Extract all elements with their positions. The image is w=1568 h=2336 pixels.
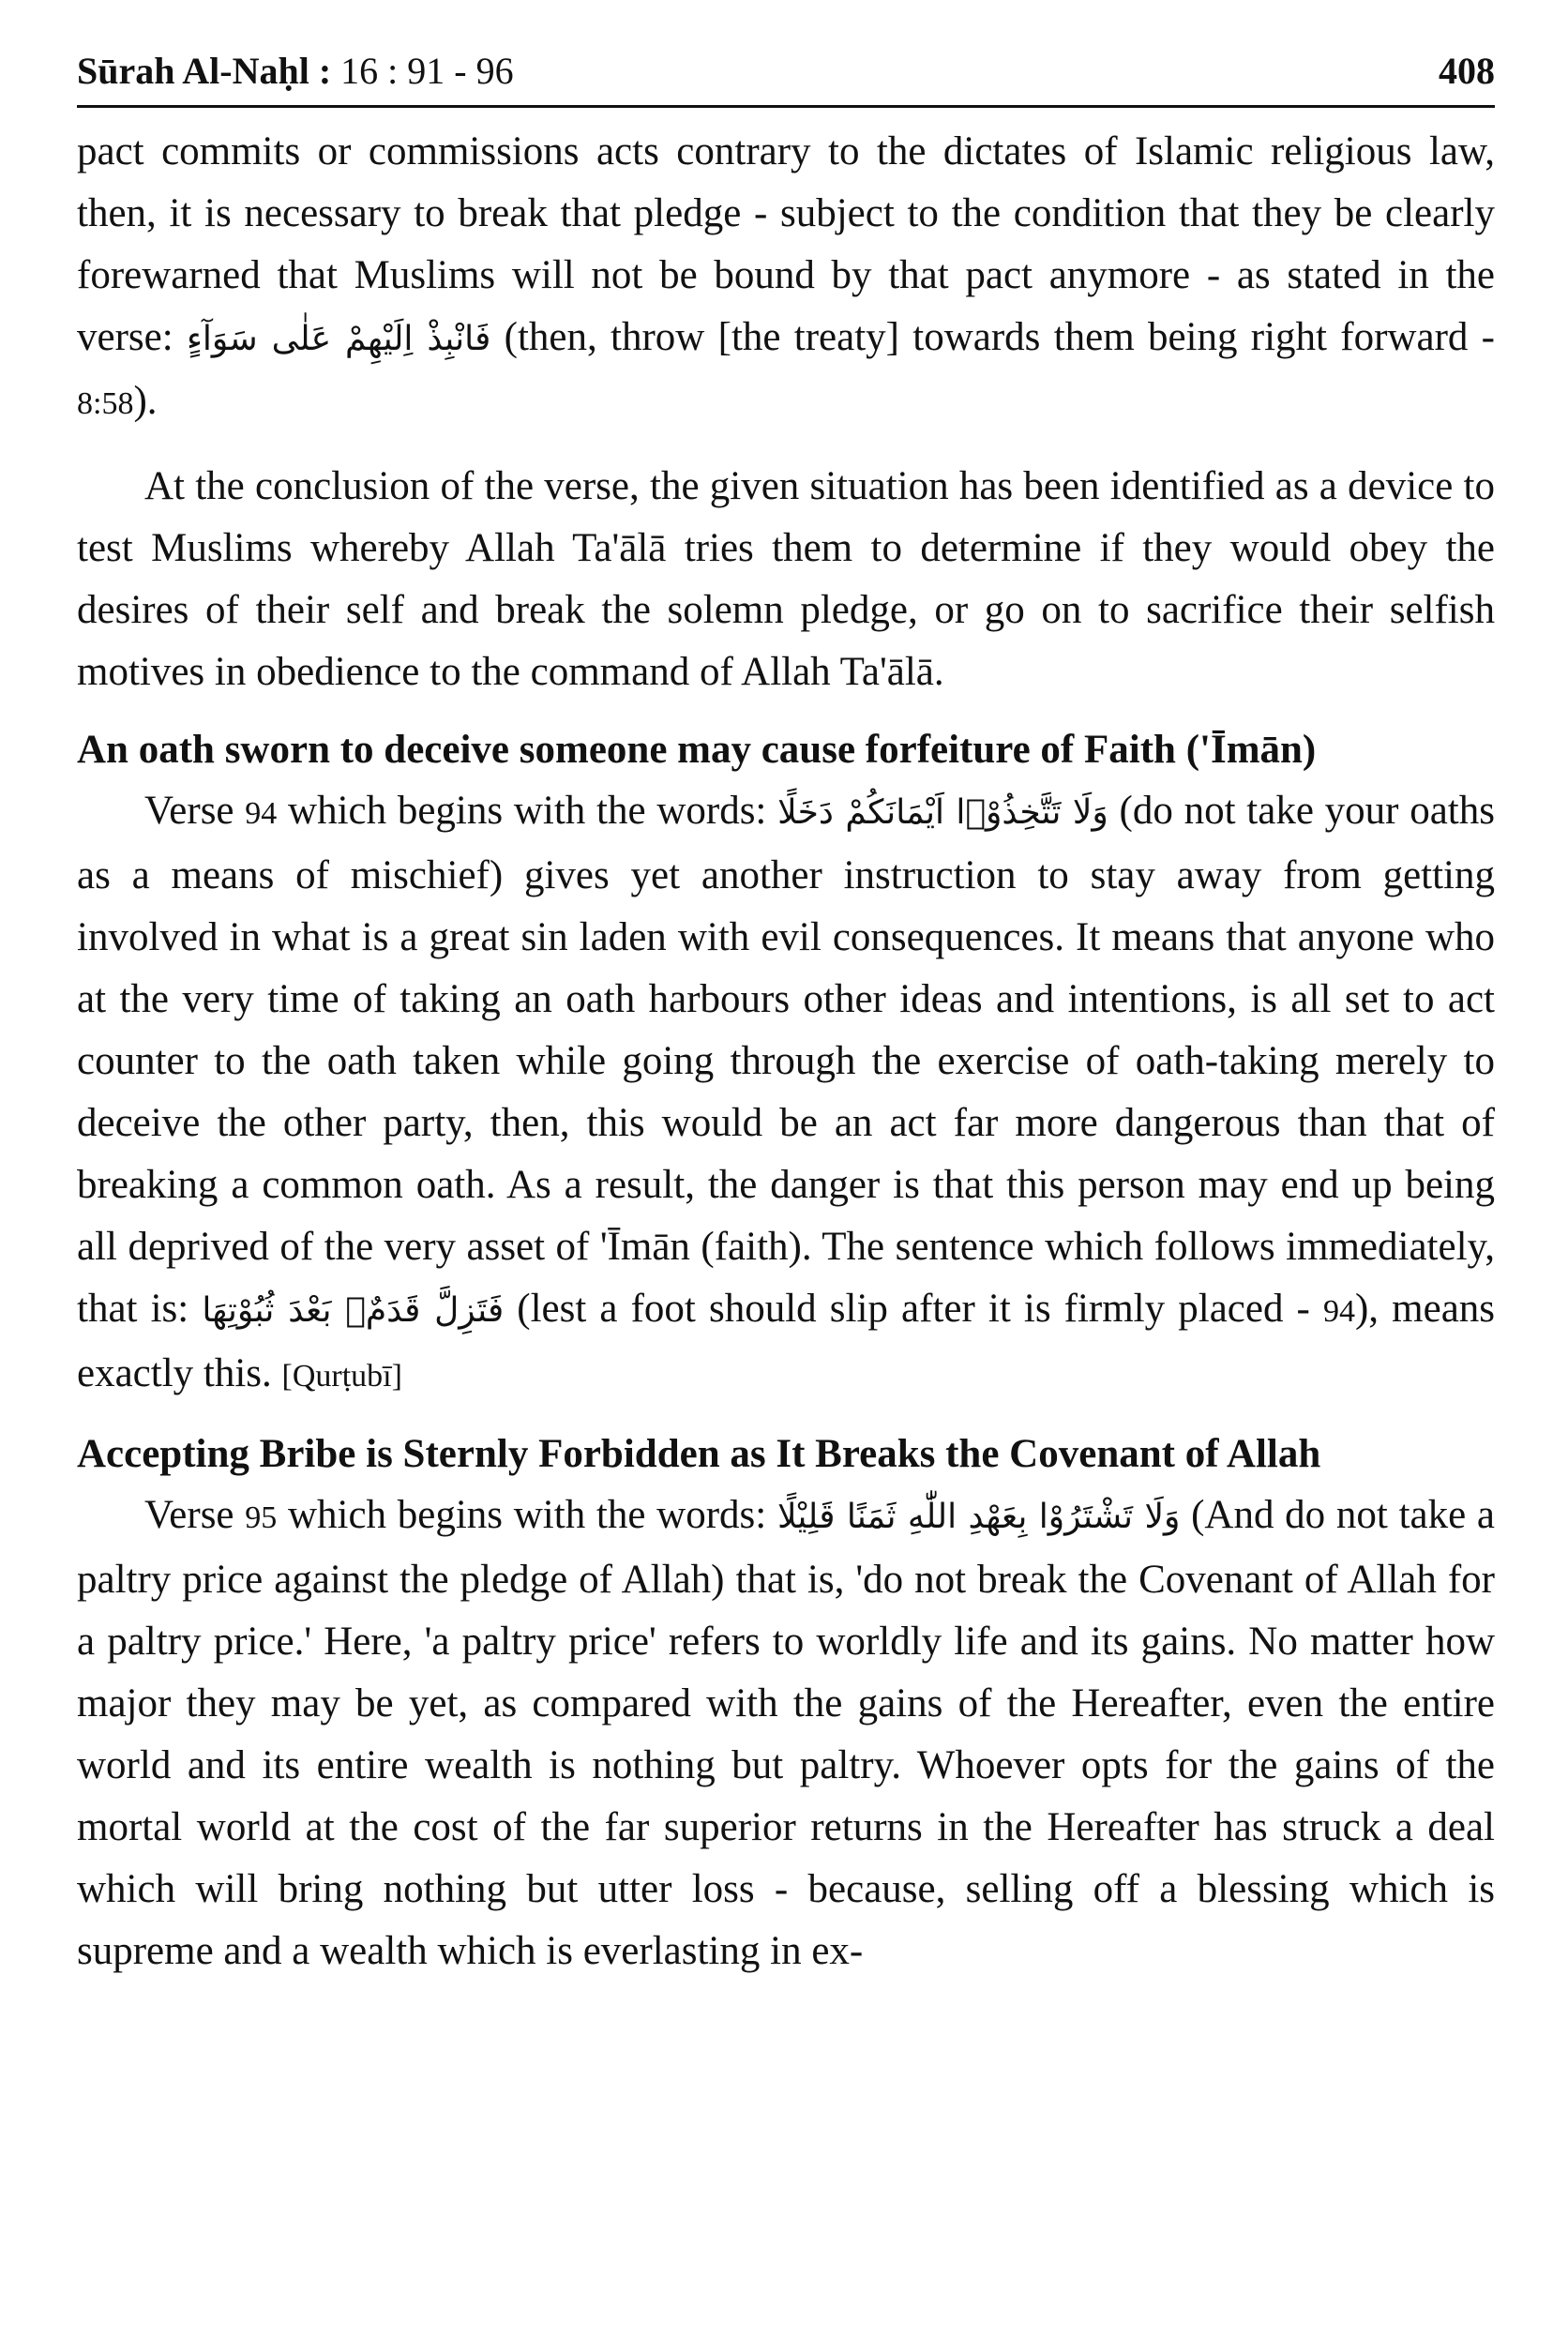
header-title xyxy=(77,45,514,98)
p3-text-c: (do not take your oaths as a means of mischief) gives yet another instruction to stay away from getting involved in what is a great sin laden with evil consequences. It means that anyone who at the very time of taking an oath harbours other ideas and intentions, is all set to act counter to the oath taken while going through the exercise of oath-taking merely to deceive the other party, then, this would be an act far more dangerous than that of breaking a common oath. As a result, the danger is that this person may end up being all deprived of the very asset of 'Īmān (faith). The sentence which follows immediately, that is: xyxy=(77,789,1495,1331)
page-body xyxy=(77,121,1495,1982)
p3-text-a: Verse xyxy=(144,789,246,833)
p4-text-a: Verse xyxy=(144,1493,246,1537)
p1-text-b: (then, throw [the treaty] towards them being right forward - xyxy=(490,315,1495,359)
p3-text-d: (lest a foot should slip after it is firmly placed - xyxy=(504,1287,1323,1331)
section-heading-bribe: Accepting Bribe is Sternly Forbidden as It Breaks the Covenant of Allah xyxy=(77,1432,1321,1476)
arabic-quote: فَتَزِلَّ قَدَمٌۢ بَعْدَ ثُبُوْتِهَا xyxy=(202,1291,505,1330)
p1-text-a: pact commits or commissions acts contrary to the dictates of Islamic religious law, then, it is necessary to break that pledge - subject to the condition that they be clearly forewarned that Muslims will not be bound by that pact anymore - as stated in the verse: xyxy=(77,129,1495,359)
page-number: 408 xyxy=(1439,50,1495,92)
p4-text-c: (And do not take a paltry price against the pledge of Allah) that is, 'do not break the Covenant of Allah for a paltry price.' Here, 'a paltry price' refers to worldly life and its gains. No matter how major they may be yet, as compared with the gains of the Hereafter, even the entire world and its entire wealth is nothing but paltry. Whoever opts for the gains of the mortal world at the cost of the far superior returns in the Hereafter has struck a deal which will bring nothing but utter loss - because, selling off a blessing which is supreme and a wealth which is everlasting in ex- xyxy=(77,1493,1495,1973)
arabic-quote: وَلَا تَتَّخِذُوْۤا اَيْمَانَكُمْ دَخَلًا xyxy=(777,793,1108,832)
paragraph-1 xyxy=(77,121,1495,435)
p1-text-c: ). xyxy=(133,379,158,423)
paragraph-4 xyxy=(77,1484,1495,1982)
paragraph-3 xyxy=(77,780,1495,1408)
arabic-quote: وَلَا تَشْتَرُوْا بِعَهْدِ اللّٰهِ ثَمَنًا قَلِيْلًا xyxy=(776,1498,1181,1536)
section-heading-oath: An oath sworn to deceive someone may cause forfeiture of Faith ('Īmān) xyxy=(77,728,1317,772)
verse-number: 95 xyxy=(245,1500,278,1535)
p2-text: At the conclusion of the verse, the given situation has been identified as a device to test Muslims whereby Allah Ta'ālā tries them to determine if they would obey the desires of their self and break the solemn pledge, or go on to sacrifice their selfish motives in obedience to the command of Allah Ta'ālā. xyxy=(77,464,1495,694)
verse-ref: 94 xyxy=(1322,1294,1355,1329)
verse-range: 16 : 91 - 96 xyxy=(340,50,514,92)
verse-number: 94 xyxy=(245,796,278,831)
p3-text-e: ), means exactly this. xyxy=(77,1287,1496,1395)
source-citation: [Qurṭubī] xyxy=(281,1359,402,1394)
surah-name: Sūrah Al-Naḥl : xyxy=(77,50,332,92)
running-header xyxy=(77,45,1495,108)
arabic-quote: فَانْبِذْ اِلَيْهِمْ عَلٰى سَوَآءٍ xyxy=(186,320,491,358)
p3-text-b: which begins with the words: xyxy=(277,789,778,833)
p4-text-b: which begins with the words: xyxy=(277,1493,777,1537)
paragraph-2 xyxy=(77,456,1495,703)
book-page xyxy=(77,45,1495,1982)
verse-ref: 8:58 xyxy=(77,386,134,421)
